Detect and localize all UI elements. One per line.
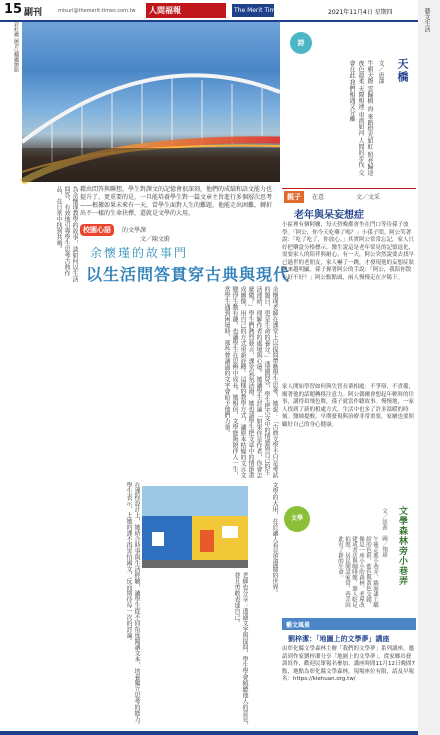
lecture-title: 劉梓潔：「地圖上的文學夢」講座 [288,635,390,643]
body-column-a: 為余懷瑾教學的故事，談如何以生活問答，有效地引導學生思考古典作品，在日常中找到共鳴。 [55,186,78,282]
column-kicker-tail: 的文學課 [122,227,147,234]
story-body-continued: 家人開始學習如何與失智長輩相處：不爭辯、不責備，順著他的話題轉移注意力。阿公偶爾會想起年輕時的往事，講得眉飛色舞，孫子就當作聽故事。慢慢地，一家人找到了新的相處方式，生活中也多了許多溫暖的時刻。醫師提醒，早期發現與治療非常重要，家屬也要照顧好自己的身心健康。 [282,384,415,428]
poem-body: 牛頓天際 雲歸橋 海 來路燈光如虹 照亮歸途 夜色溫柔 天際相連 車流如河 人間的步伐 交會在此 我們相遇又分離 [348,60,373,176]
body-column-c: 在課程設計上，她結合時事與生活經驗，讓學生從不同角度閱讀文本，培養獨立思考的能力。學生表示，上她的課不再害怕國文，反而期待每一次的討論。 [125,482,140,728]
column-kicker: 校園心語 [80,224,114,236]
story-tag-tail: 在意 [312,194,325,201]
story-title: 老年與呆妄想症 [294,210,364,221]
alley-photo [142,486,248,568]
forest-badge: 文學 [284,506,310,532]
lecture-header [282,618,416,630]
forest-section [282,504,416,614]
forest-title: 文學森林旁小巷弄 [397,506,407,586]
article-byline: 文／陳文蔚 [140,236,171,243]
story-body: 小區裡有個阿嬤，每天傍晚都會坐在門口等待孫子放學。「阿公，你今天吃藥了嗎？」小孫子問。阿公笑著說：「吃了吃了，你放心。」其實阿公常常忘記，家人只好把藥盒分格標示。醫生說這是老年常見的記憶退化，需要家人的陪伴與耐心。有一天，阿公突然說要去找早已過世的老朋友，家人嚇了一跳，才發現他的妄想症狀越來越明顯。孫子握著阿公的手說：「阿公，我陪你散步好不好？」阿公點點頭，兩人慢慢走在夕陽下。 [282,222,415,281]
poem-author: 文／唐澤 [377,60,384,84]
article-headline: 以生活問答貫穿古典與現代 [86,265,291,284]
body-column-b: 余懷瑾老師在課堂上以提問帶動學生思考，她說：「古典文學不只是考試的題目，更是生命的養分。」透過問答，學生把古文中的情感與自己的生活連結，理解作者的處境與心境。她讓學生討論「如果你是作者，你會怎麼做？」學生們熱烈發言，課堂氣氛活潑。她也請學生把文章中的情節畫成圖像，用自己的方式重新詮釋。這樣的教學方式，讓原本枯燥的文言文變得生動有趣，也讓學生在思辨中成長。她相信，文學能夠陪伴人一生，當學生遇到困境時，那些曾讀過的文字會給予他們力量。 [223,286,278,478]
body-column-e: 老師也分享：透過文字與提問，學生學會傾聽他人的意見，並且勇敢表達自己。 [233,572,248,728]
section-name: 副刊 [24,8,43,18]
bridge-photo [22,22,280,182]
article-intro: 藉由問答與聯想，學生對課文的記憶會很深刻，他們的成績和語文能力也提升了，更重要的是，一旦能培養學生對一篇文章主旨進行多個層次思考——根據如果未來有一天，當學生面對人生的難題，他能走出困難，轉折出不一樣的生命抉擇，還就是文學的大用。 [80,186,273,217]
newspaper-logo: 人間福報 [146,3,226,18]
lecture-header-label: 藝文風景 [286,622,311,629]
poem-badge: 詩 [290,32,312,54]
page-header [0,0,440,22]
footer-rule [0,731,418,735]
photo-caption: 彩虹橋 圖/片/翻攝網路 [13,22,19,72]
article-subheadline: 余懷瑾的故事門 [90,246,189,260]
page-number: 15 [4,2,23,17]
right-strip-text: 藝文生活 [423,8,430,32]
story-tag: 親子 [284,191,304,203]
forest-author: 文／淡黃 圖／翔瑋 [381,508,387,558]
newspaper-logo-en: The Merit Times [232,4,274,17]
story-author: 文／文采 [356,194,381,201]
forest-body: 午後走進小巷弄，牆面漆上繽紛的色彩，藍色與黃色交錯，像是一座小小的森林。老屋改建成書店與咖啡館，旅人駐足拍照，居民閒話家常，巷弄因此有了新的生命。 [337,536,378,608]
story-header [282,188,416,202]
poem-section [282,26,416,182]
lecture-body: 由彰化縣文學森林主辦「我們的文學夢」系列講座，邀請到作家劉梓潔分享「地圖上的文學夢」，從家鄉出發談寫作，歡迎民眾報名參加。講座時間11月12日晚間7點，地點為彰化縣文學森林，現場座位有限，請及早報名：https://kiehuan.org.tw/ [282,646,415,682]
right-margin-strip [418,0,440,735]
header-url: misurl@themerit-times.com.tw [58,8,136,14]
poem-title: 天橋 [396,58,409,84]
issue-date: 2021年11月4日 星期四 [328,9,393,16]
body-column-d: 文學的大用，在於讓人看見更遼闊的世界。 [271,482,278,596]
